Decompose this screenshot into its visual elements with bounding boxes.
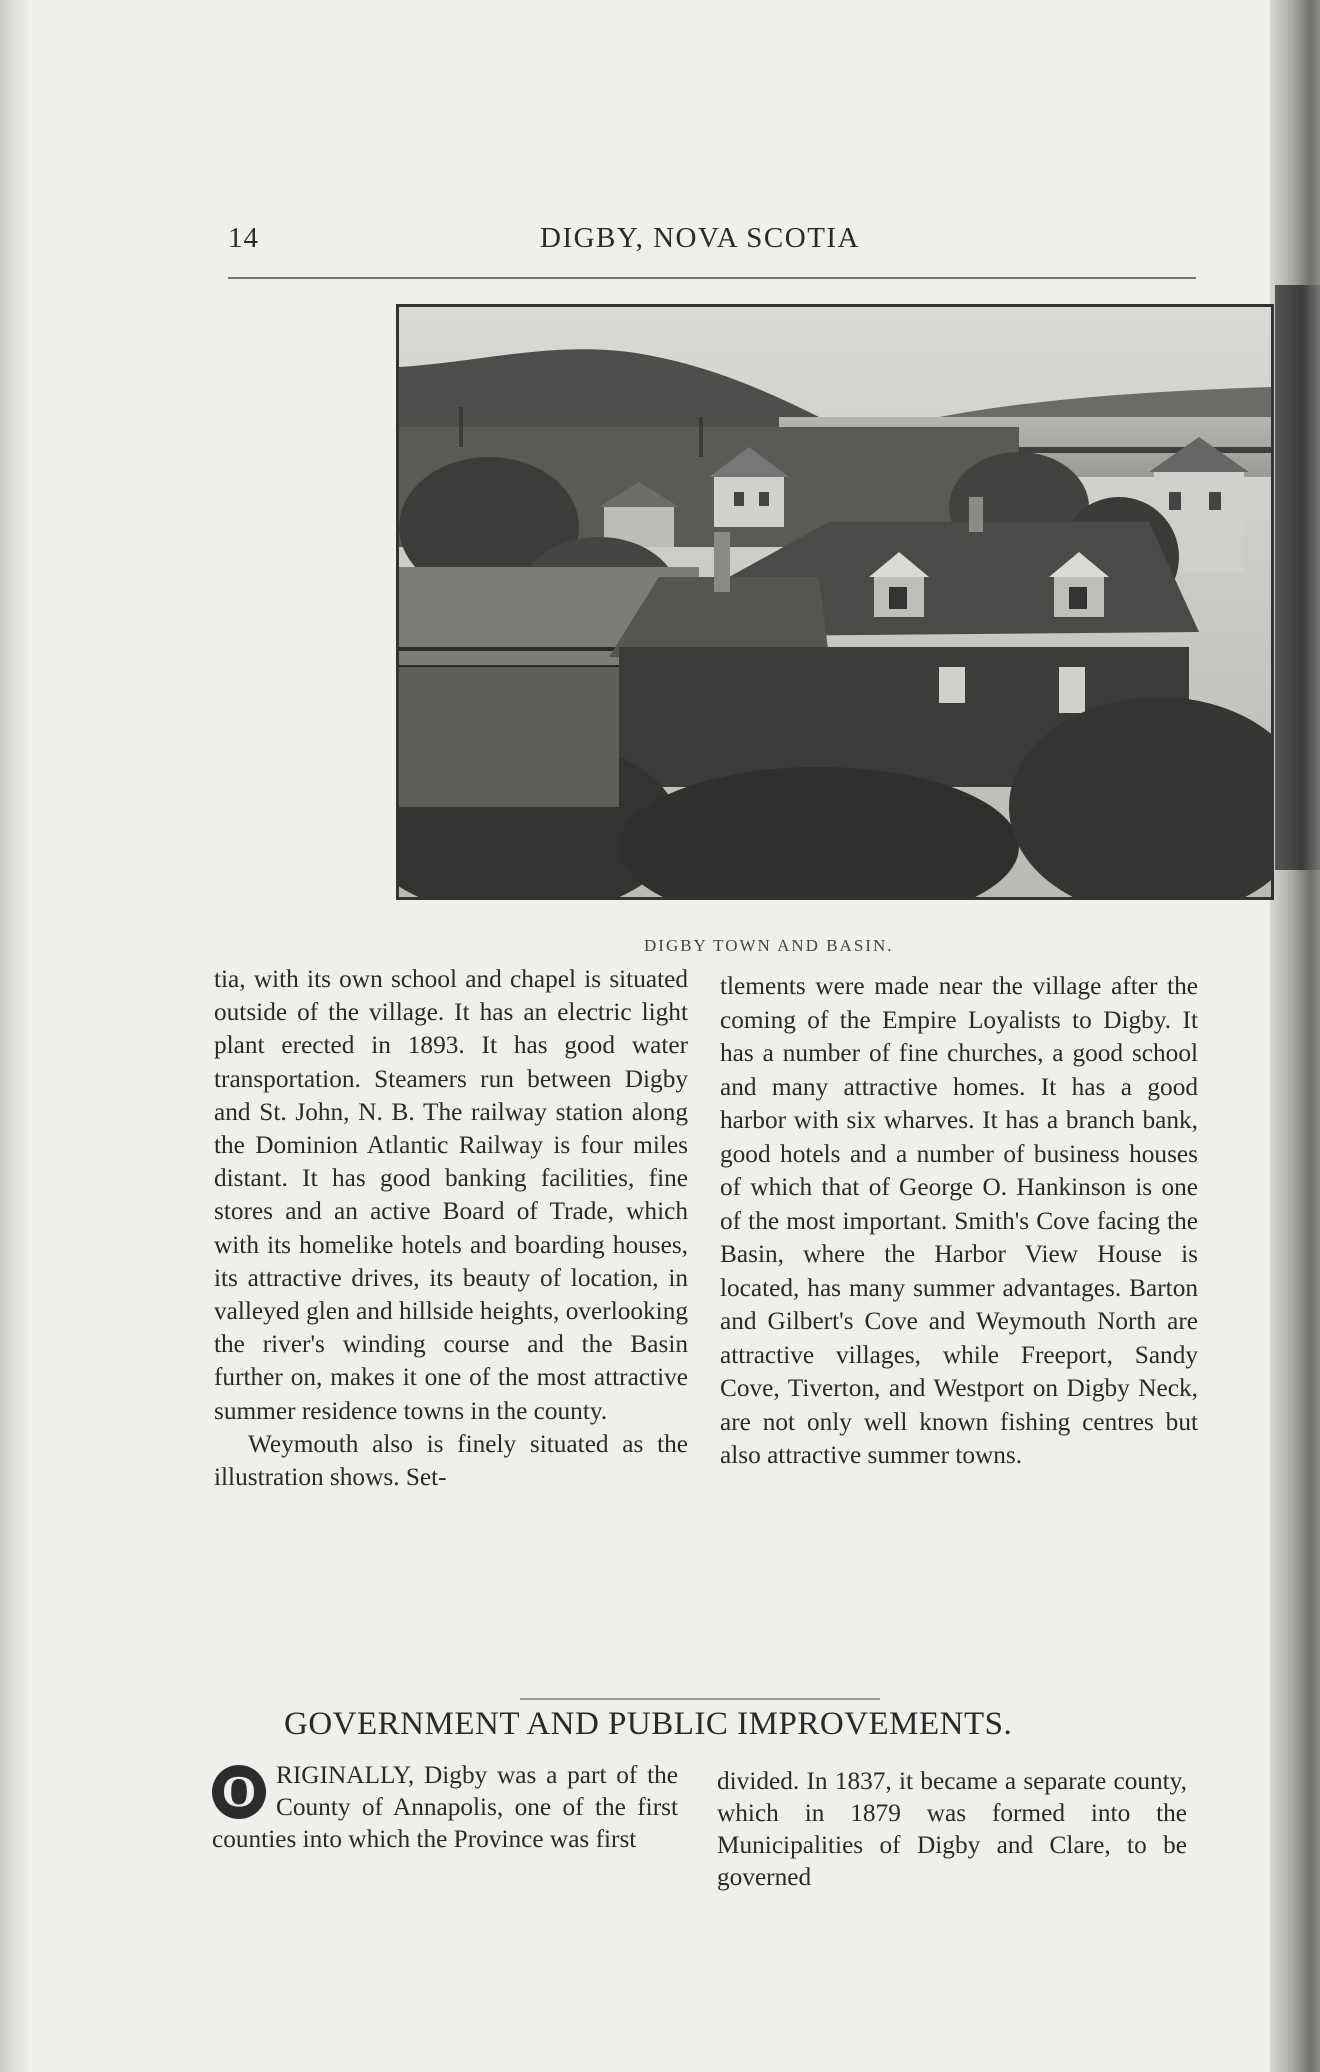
page-number: 14 (228, 222, 259, 254)
page-header (228, 222, 1198, 262)
running-title: DIGBY, NOVA SCOTIA (540, 222, 861, 254)
section-column-left (212, 1759, 678, 1855)
figure-caption: DIGBY TOWN AND BASIN. (644, 936, 894, 955)
paragraph: divided. In 1837, it became a separate county, which in 1879 was formed into the Municipalities of Digby and Clare, to be governed (717, 1767, 1187, 1891)
section-heading: GOVERNMENT AND PUBLIC IMPROVEMENTS. (284, 1706, 1013, 1742)
section-divider (520, 1698, 880, 1700)
text-column-right (720, 970, 1198, 1473)
text-column-left (214, 963, 688, 1494)
drop-cap: O (212, 1765, 266, 1819)
book-spine-left (0, 0, 30, 2072)
paragraph: RIGINALLY, Digby was a part of the County of Annapolis, one of the first counties into which the Province was first (212, 1761, 678, 1853)
paragraph: tlements were made near the village after the coming of the Empire Loyalists to Digby. It has a number of fine churches, a good school and many attractive homes. It has a good harbor with six wharves. It has a branch bank, good hotels and a number of business houses of which that of George O. Hankinson is one of the most important. Smith's Cove facing the Basin, where the Harbor View House is located, has many summer advantages. Barton and Gilbert's Cove and Weymouth North are attractive villages, while Freeport, Sandy Cove, Tiverton, and Westport on Digby Neck, are not only well known fishing centres but also attractive summer towns. (720, 972, 1198, 1469)
paragraph: Weymouth also is finely situated as the illustration shows. Set- (214, 1429, 688, 1492)
header-rule (228, 277, 1196, 279)
town-photograph (396, 304, 1274, 900)
photo-illustration (399, 307, 1271, 897)
paragraph: tia, with its own school and chapel is situated outside of the village. It has an electric light plant erected in 1893. It has good water transportation. Steamers run between Digby and St. John, N. B. The railway station along the Dominion Atlantic Railway is four miles distant. It has good banking facilities, fine stores and an active Board of Trade, which with its homelike hotels and boarding houses, its attractive drives, its beauty of location, in valleyed glen and hillside heights, overlooking the river's winding course and the Basin further on, makes it one of the most attractive summer residence towns in the county. (214, 965, 688, 1425)
page-edge-shadow (1275, 285, 1320, 870)
section-column-right (717, 1765, 1187, 1893)
